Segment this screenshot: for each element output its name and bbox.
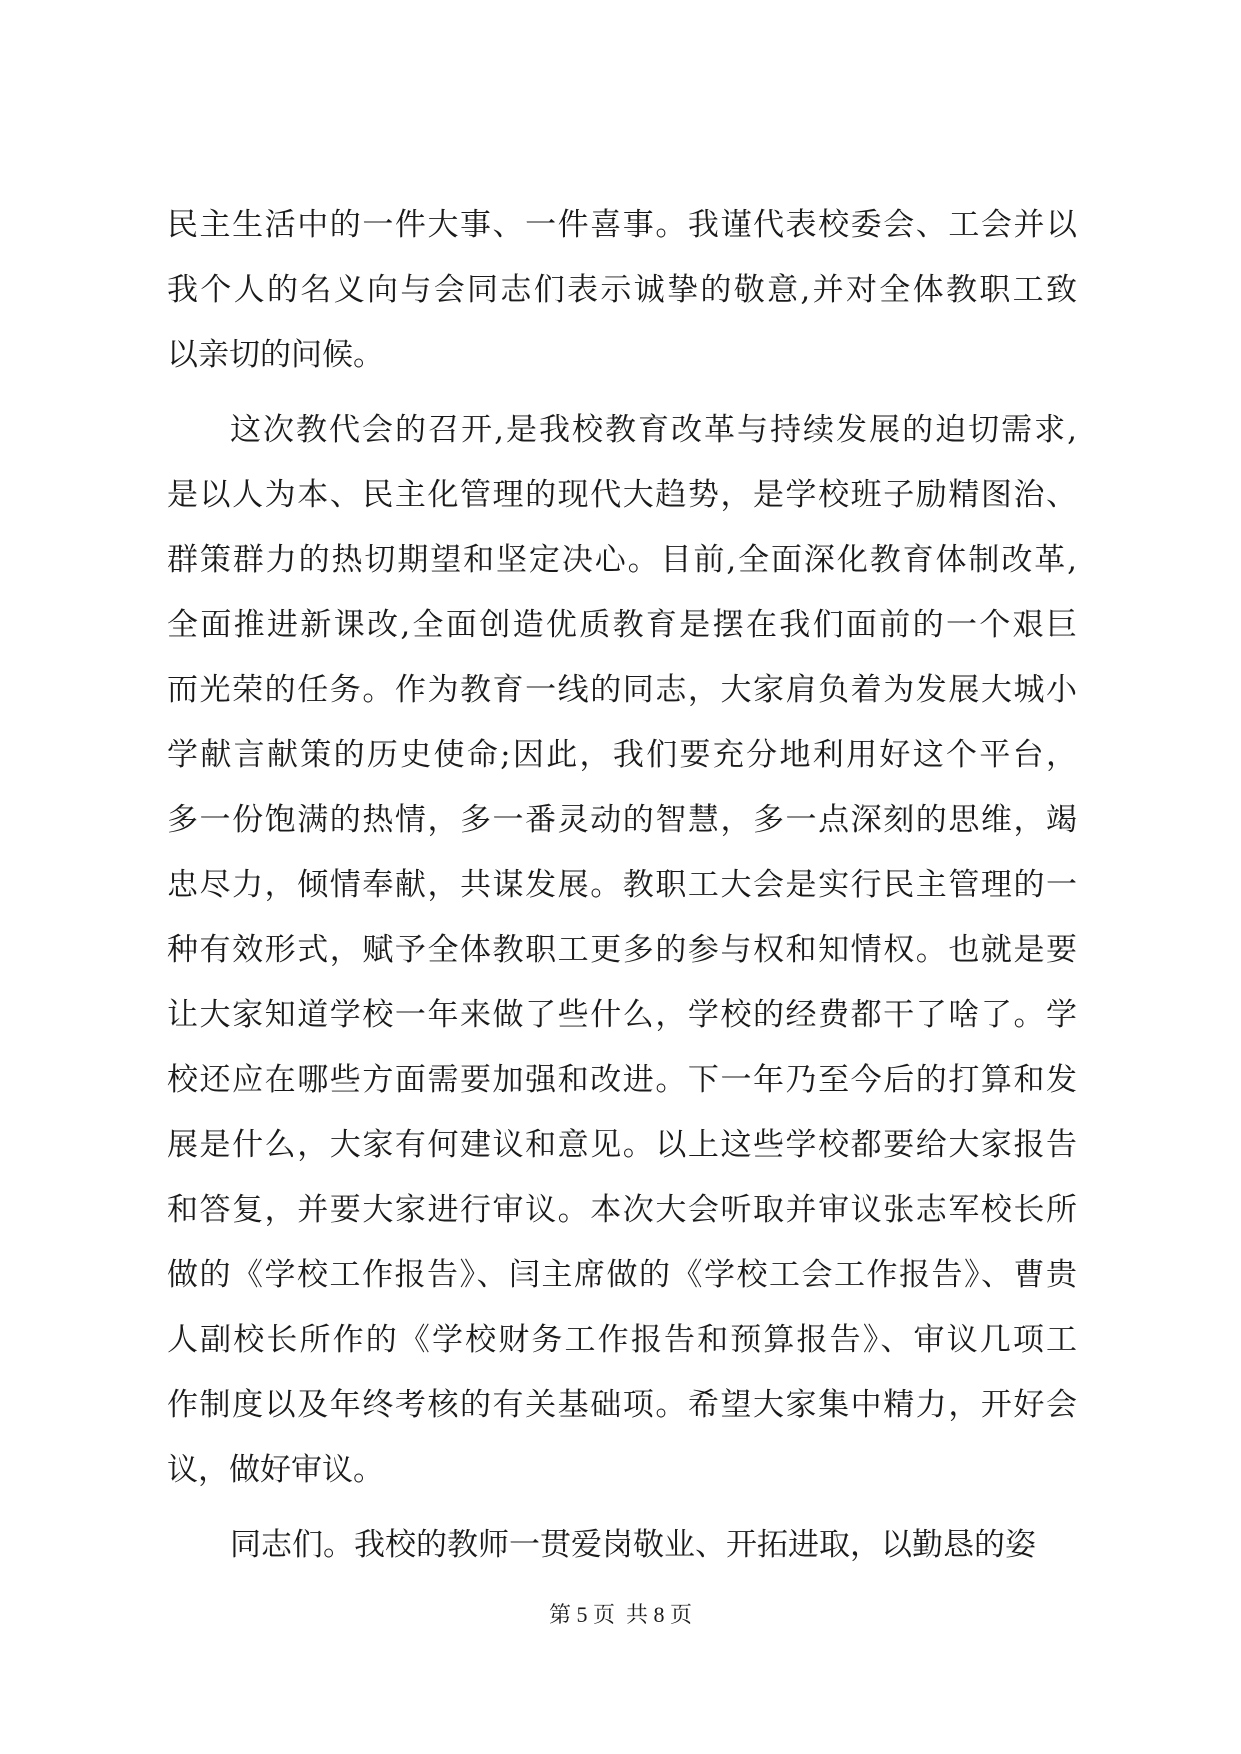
body-line: 是以人为本、民主化管理的现代大趋势，是学校班子励精图治、 bbox=[167, 477, 1077, 513]
body-line: 人副校长所作的《学校财务工作报告和预算报告》、审议几项工 bbox=[167, 1322, 1077, 1358]
body-line: 群策群力的热切期望和坚定决心。目前,全面深化教育体制改革, bbox=[167, 542, 1077, 578]
body-line: 以亲切的问候。 bbox=[167, 337, 384, 373]
body-line: 做的《学校工作报告》、闫主席做的《学校工会工作报告》、曹贵 bbox=[167, 1257, 1077, 1293]
body-line: 作制度以及年终考核的有关基础项。希望大家集中精力，开好会 bbox=[167, 1387, 1077, 1423]
body-line: 学献言献策的历史使命;因此，我们要充分地利用好这个平台， bbox=[167, 737, 1077, 773]
body-line: 多一份饱满的热情，多一番灵动的智慧，多一点深刻的思维，竭 bbox=[167, 802, 1077, 838]
body-line: 让大家知道学校一年来做了些什么，学校的经费都干了啥了。学 bbox=[167, 997, 1077, 1033]
body-line: 种有效形式，赋予全体教职工更多的参与权和知情权。也就是要 bbox=[167, 932, 1077, 968]
body-line: 和答复，并要大家进行审议。本次大会听取并审议张志军校长所 bbox=[167, 1192, 1077, 1228]
body-line: 展是什么，大家有何建议和意见。以上这些学校都要给大家报告 bbox=[167, 1127, 1077, 1163]
page-number-footer bbox=[0, 1600, 1241, 1630]
body-line: 校还应在哪些方面需要加强和改进。下一年乃至今后的打算和发 bbox=[167, 1062, 1077, 1098]
body-line: 民主生活中的一件大事、一件喜事。我谨代表校委会、工会并以 bbox=[167, 207, 1077, 243]
page-number-label: 第 5 页 共 8 页 bbox=[548, 1602, 692, 1627]
body-line: 全面推进新课改,全面创造优质教育是摆在我们面前的一个艰巨 bbox=[167, 607, 1077, 643]
body-line: 忠尽力，倾情奉献，共谋发展。教职工大会是实行民主管理的一 bbox=[167, 867, 1077, 903]
body-line: 我个人的名义向与会同志们表示诚挚的敬意,并对全体教职工致 bbox=[167, 272, 1077, 308]
body-line: 同志们。我校的教师一贯爱岗敬业、开拓进取，以勤恳的姿 bbox=[230, 1527, 1036, 1563]
body-line: 这次教代会的召开,是我校教育改革与持续发展的迫切需求, bbox=[230, 412, 1077, 448]
body-line: 而光荣的任务。作为教育一线的同志，大家肩负着为发展大城小 bbox=[167, 672, 1077, 708]
body-line: 议，做好审议。 bbox=[167, 1452, 384, 1488]
